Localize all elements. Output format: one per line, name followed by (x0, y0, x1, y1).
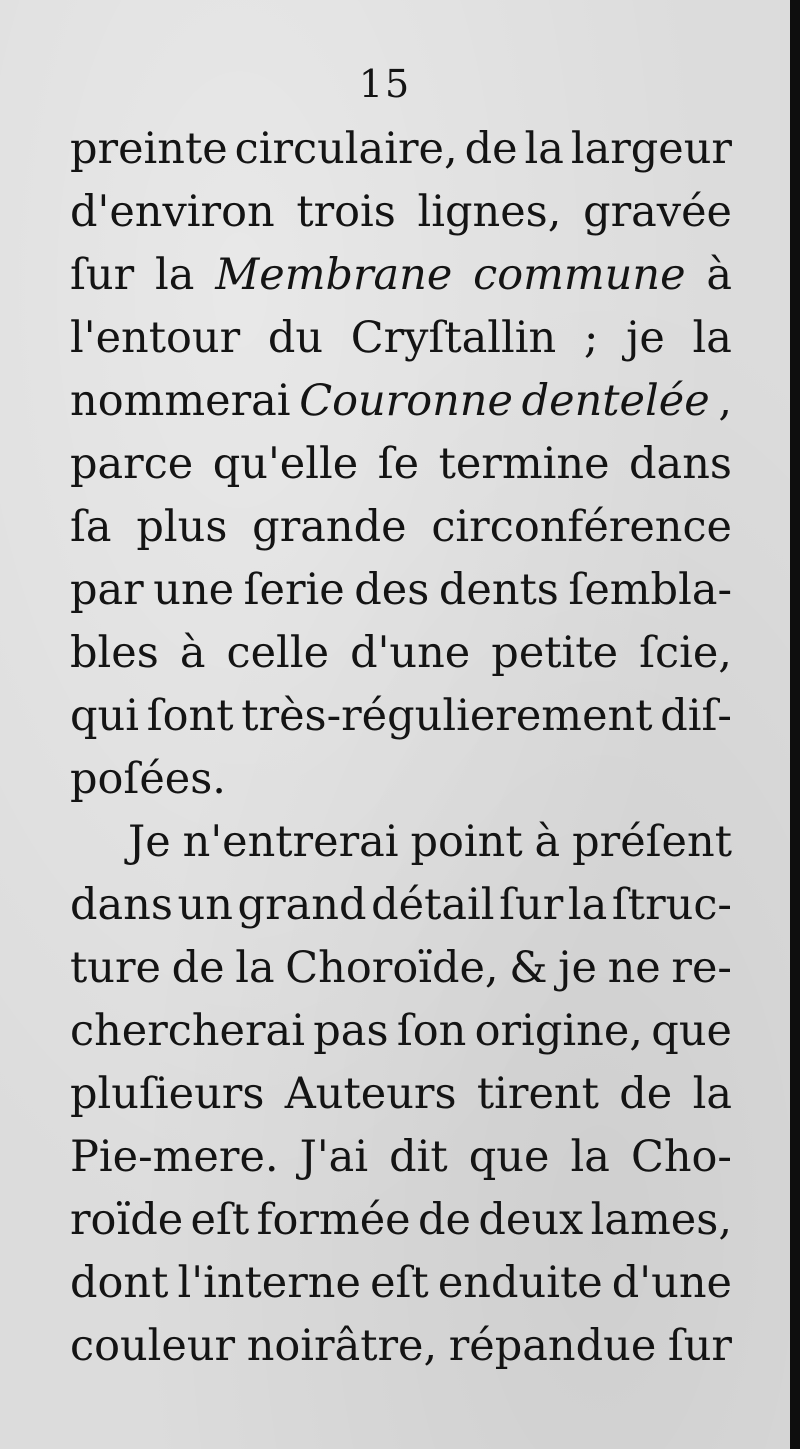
text-word: J'ai (299, 1132, 369, 1182)
text-word: ne (607, 943, 661, 993)
italic-word: Couronne (299, 376, 513, 426)
text-word: l'interne (177, 1258, 361, 1308)
text-word: grande (252, 502, 407, 552)
text-word: ; (583, 313, 599, 363)
text-word: dents (438, 565, 559, 615)
text-word: parce (70, 439, 194, 489)
text-word: un (177, 880, 233, 930)
text-word: des (354, 565, 430, 615)
text-word: eſt (370, 1258, 429, 1308)
text-word: à (179, 628, 206, 678)
text-word: lames, (590, 1195, 732, 1245)
text-word: que (651, 1006, 732, 1056)
text-word: nommerai (70, 376, 291, 426)
text-word: pluſieurs (70, 1069, 265, 1119)
text-word: ſembla- (568, 565, 732, 615)
text-word: la (692, 313, 732, 363)
text-word: trois (296, 187, 396, 237)
text-word: plus (136, 502, 228, 552)
text-word: n'entrerai (182, 817, 399, 867)
text-word: préſent (572, 817, 732, 867)
text-word: par (70, 565, 144, 615)
text-word: celle (226, 628, 330, 678)
text-word: que (468, 1132, 550, 1182)
text-word: roïde (70, 1195, 184, 1245)
text-word: Je (128, 817, 171, 867)
text-word: ſont (146, 691, 234, 741)
text-word: circulaire, (234, 124, 458, 174)
text-word: qu'elle (212, 439, 359, 489)
text-word: noirâtre, (246, 1321, 438, 1371)
text-word: bles (70, 628, 159, 678)
text-word: ſtruc- (611, 880, 732, 930)
text-word: ſcie, (639, 628, 732, 678)
text-word: d'environ (70, 187, 275, 237)
text-line (70, 370, 732, 433)
page-edge-shadow (790, 0, 800, 1449)
text-word: la (692, 1069, 732, 1119)
text-word: la (567, 880, 608, 930)
body-text (70, 118, 732, 1378)
italic-word: Membrane (215, 250, 453, 300)
text-word: & (509, 943, 548, 993)
text-word: de (619, 1069, 673, 1119)
text-line (70, 1063, 732, 1126)
text-word: d'une (350, 628, 471, 678)
text-word: répandue (448, 1321, 657, 1371)
text-word: la (235, 943, 275, 993)
text-line (70, 937, 732, 1000)
text-word: dont (70, 1258, 169, 1308)
text-word: ſa (70, 502, 112, 552)
text-line (70, 307, 732, 370)
text-word: chercherai (70, 1006, 305, 1056)
text-word: la (155, 250, 195, 300)
text-line (70, 118, 732, 181)
text-word: enduite (437, 1258, 603, 1308)
text-line (70, 1126, 732, 1189)
text-word: ſur (499, 880, 564, 930)
text-word: diſ- (660, 691, 732, 741)
text-word: origine, (474, 1006, 643, 1056)
text-word: Choroïde, (285, 943, 499, 993)
text-word: à (534, 817, 561, 867)
text-word: l'entour (70, 313, 241, 363)
text-word: eſt (190, 1195, 250, 1245)
text-line (70, 433, 732, 496)
text-line (70, 244, 732, 307)
text-word: de (464, 124, 518, 174)
text-word: grand (237, 880, 367, 930)
text-word: ſon (396, 1006, 467, 1056)
text-word: de (171, 943, 225, 993)
text-word: formée (256, 1195, 411, 1245)
text-word: à (706, 250, 732, 300)
text-word: Pie-mere. (70, 1132, 279, 1182)
text-line (70, 622, 732, 685)
text-word: gravée (583, 187, 732, 237)
text-line (70, 685, 732, 748)
page-number: 15 (358, 62, 412, 106)
text-word: ſur (667, 1321, 732, 1371)
text-word: d'une (611, 1258, 732, 1308)
text-word: lignes, (417, 187, 562, 237)
text-word: largeur (570, 124, 732, 174)
text-line (70, 181, 732, 244)
text-line (70, 1315, 732, 1378)
text-word: la (570, 1132, 610, 1182)
text-word: dans (70, 880, 173, 930)
text-word: dit (389, 1132, 448, 1182)
text-word: Auteurs (284, 1069, 457, 1119)
text-word: très-régulierement (241, 691, 653, 741)
text-line (70, 748, 732, 811)
text-word: de (417, 1195, 471, 1245)
text-line (70, 1000, 732, 1063)
text-line (70, 1252, 732, 1315)
text-word: point (410, 817, 523, 867)
text-word: ture (70, 943, 161, 993)
italic-word: dentelée (521, 376, 710, 426)
text-word: tirent (476, 1069, 599, 1119)
text-word: la (524, 124, 564, 174)
text-word: dans (629, 439, 732, 489)
text-line (70, 811, 732, 874)
text-line (70, 874, 732, 937)
text-word: ſur (70, 250, 135, 300)
text-word: pas (313, 1006, 389, 1056)
text-word: ſe (377, 439, 420, 489)
text-word: deux (478, 1195, 584, 1245)
text-word: petite (491, 628, 619, 678)
text-word: Cho- (630, 1132, 732, 1182)
text-word: preinte (70, 124, 228, 174)
text-word: poſées. (70, 754, 226, 804)
text-word: couleur (70, 1321, 236, 1371)
text-word: ſerie (243, 565, 345, 615)
text-word: circonférence (431, 502, 732, 552)
text-word: je (626, 313, 665, 363)
text-word: détail (371, 880, 495, 930)
text-word: re- (671, 943, 732, 993)
text-word: je (558, 943, 597, 993)
italic-word: commune (473, 250, 686, 300)
text-word: termine (438, 439, 610, 489)
text-word: du (267, 313, 324, 363)
text-word: une (153, 565, 235, 615)
text-word: Cryſtallin (350, 313, 557, 363)
text-word: , (718, 376, 732, 426)
text-line (70, 496, 732, 559)
text-word: qui (70, 691, 139, 741)
text-line (70, 1189, 732, 1252)
text-line (70, 559, 732, 622)
